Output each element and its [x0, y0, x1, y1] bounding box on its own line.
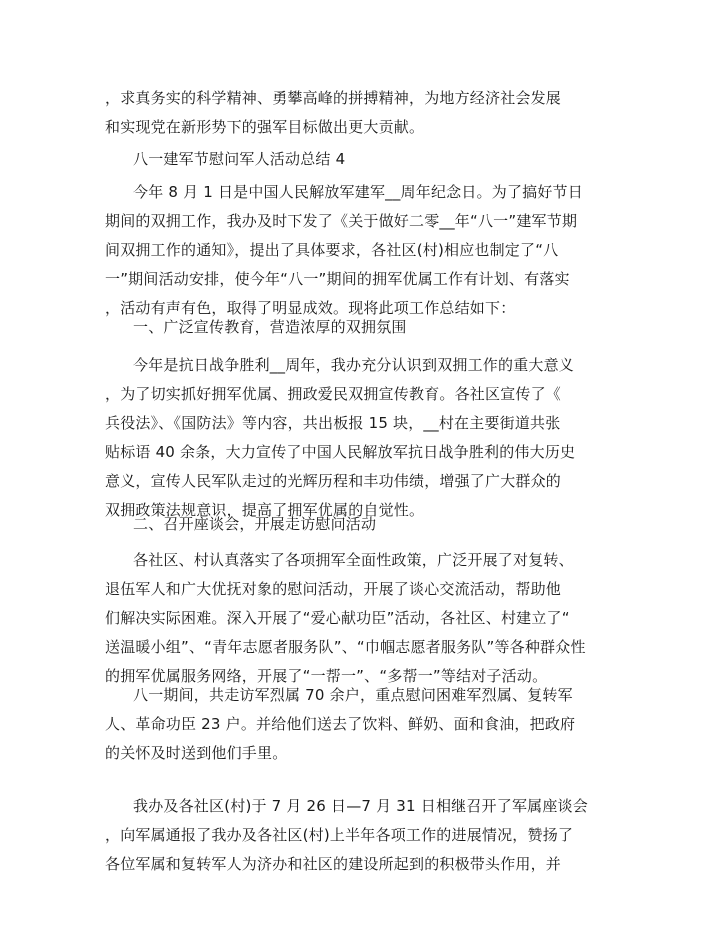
intro-paragraph	[105, 84, 605, 142]
text-line: 各社区、村认真落实了各项拥军全面性政策，广泛开展了对复转、	[133, 551, 574, 569]
text-line: 和实现党在新形势下的强军目标做出更大贡献。	[105, 118, 425, 136]
text-line: 今年 8 月 1 日是中国人民解放军建军__周年纪念日。为了搞好节日	[133, 183, 583, 201]
text-line: ，求真务实的科学精神、勇攀高峰的拼搏精神，为地方经济社会发展	[105, 89, 562, 107]
text-line: 人、革命功臣 23 户。并给他们送去了饮料、鲜奶、面和食油，把政府	[105, 715, 576, 733]
text-line: 间双拥工作的通知》，提出了具体要求，各社区(村)相应也制定了“八	[105, 241, 559, 259]
paragraph-4	[105, 681, 605, 768]
text-line: ，向军属通报了我办及各社区(村)上半年各项工作的进展情况，赞扬了	[105, 826, 574, 844]
text-line: 各位军属和复转军人为济办和社区的建设所起到的积极带头作用，并	[105, 855, 562, 873]
paragraph-3	[105, 546, 605, 691]
heading-2: 二、召开座谈会，开展走访慰问活动	[133, 515, 377, 533]
text-line: 今年是抗日战争胜利__周年，我办充分认识到双拥工作的重大意义	[133, 356, 575, 374]
text-line: 送温暖小组”、“青年志愿者服务队”、“巾帼志愿者服务队”等各种群众性	[105, 638, 586, 656]
text-line: 的拥军优属服务网络，开展了“一帮一”、“多帮一”等结对子活动。	[105, 667, 548, 685]
paragraph-2	[105, 351, 605, 525]
text-line: 兵役法》、《国防法》等内容，共出板报 15 块，__村在主要街道共张	[105, 414, 561, 432]
text-line: 期间的双拥工作，我办及时下发了《关于做好二零__年“八一”建军节期	[105, 212, 578, 230]
text-line: 八一期间，共走访军烈属 70 余户，重点慰问困难军烈属、复转军	[133, 686, 573, 704]
heading-1: 一、广泛宣传教育，营造浓厚的双拥氛围	[133, 318, 407, 336]
text-line: 意义，宣传人民军队走过的光辉历程和丰功伟绩，增强了广大群众的	[105, 472, 562, 490]
paragraph-1	[105, 178, 605, 323]
text-line: 们解决实际困难。深入开展了“爱心献功臣”活动，各社区、村建立了“	[105, 609, 570, 627]
text-line: ，为了切实抓好拥军优属、拥政爱民双拥宣传教育。各社区宣传了《	[105, 385, 562, 403]
text-line: 双拥政策法规意识，提高了拥军优属的自觉性。	[105, 501, 425, 519]
section-title: 八一建军节慰问军人活动总结 4	[133, 150, 346, 168]
text-line: 贴标语 40 余条，大力宣传了中国人民解放军抗日战争胜利的伟大历史	[105, 443, 576, 461]
text-line: 退伍军人和广大优抚对象的慰问活动，开展了谈心交流活动，帮助他	[105, 580, 562, 598]
text-line: 一”期间活动安排，使今年“八一”期间的拥军优属工作有计划、有落实	[105, 270, 570, 288]
paragraph-5	[105, 792, 605, 879]
text-line: 我办及各社区(村)于 7 月 26 日—7 月 31 日相继召开了军属座谈会	[133, 797, 588, 815]
text-line: 的关怀及时送到他们手里。	[105, 744, 288, 762]
text-line: ，活动有声有色，取得了明显成效。现将此项工作总结如下：	[105, 299, 516, 317]
